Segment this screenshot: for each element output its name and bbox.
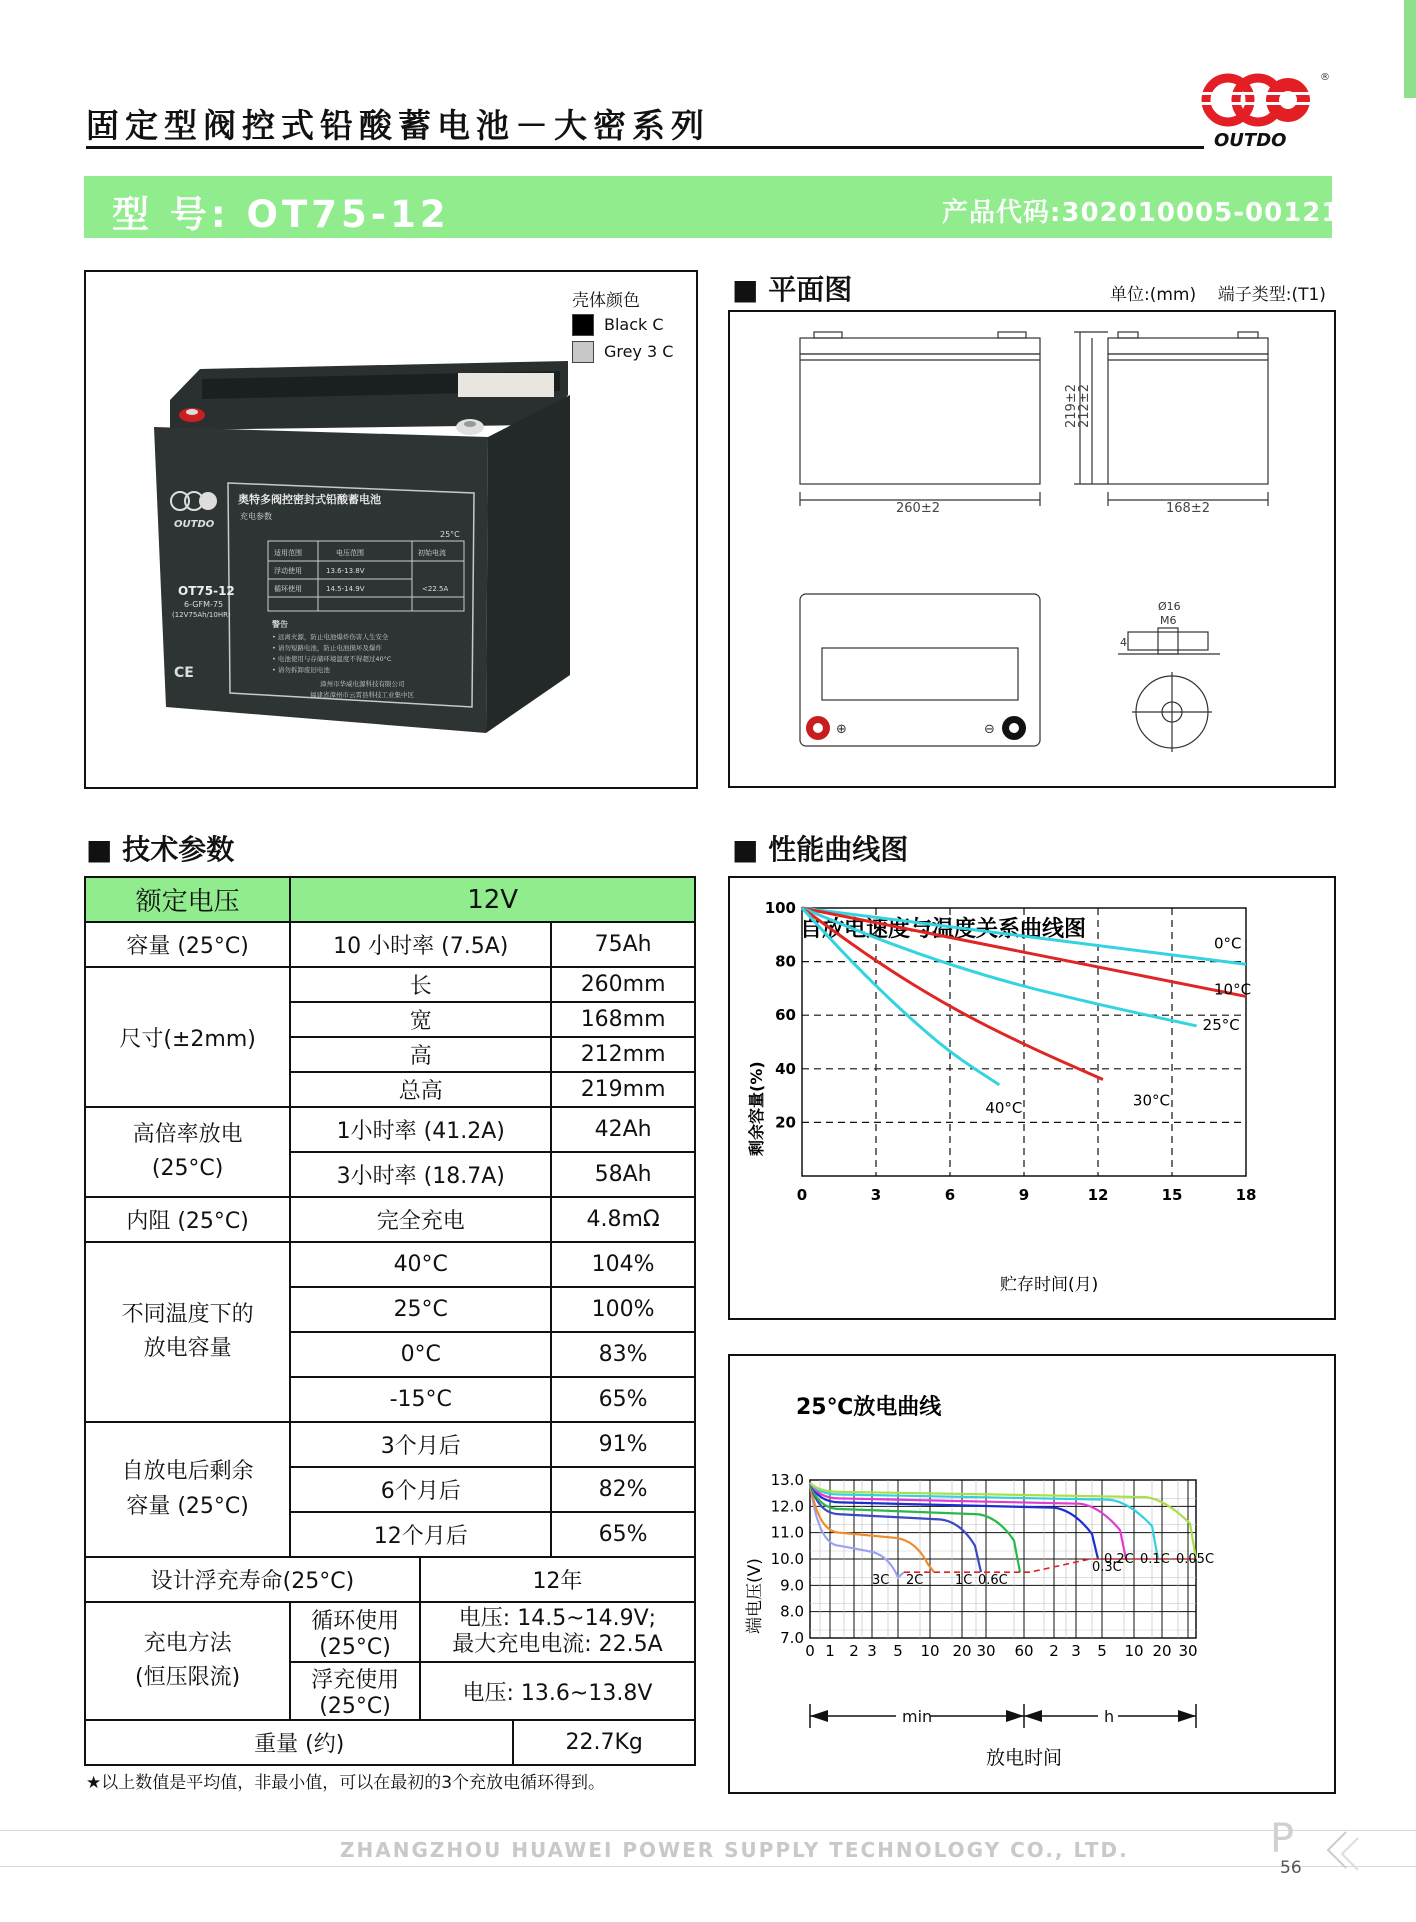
table-row <box>85 877 695 922</box>
chart2-xtick: 5 <box>1097 1642 1107 1660</box>
svg-text:(12V75Ah/10HR): (12V75Ah/10HR) <box>172 611 231 619</box>
chart1-series-label: 10°C <box>1214 980 1252 999</box>
dim-label: 尺寸(±2mm) <box>85 967 290 1107</box>
chart2-xtick: 5 <box>893 1642 903 1660</box>
dim-value: 168mm <box>551 1002 695 1037</box>
svg-text:循环使用: 循环使用 <box>274 585 302 593</box>
capacity-value: 75Ah <box>551 922 695 967</box>
chart1-series-label: 40°C <box>985 1098 1023 1117</box>
table-row <box>85 967 695 1002</box>
battery-temp: 25°C <box>440 530 460 539</box>
chart2-xtick: 3 <box>867 1642 877 1660</box>
svg-text:• 请勿短路电池，防止电池损坏及爆炸: • 请勿短路电池，防止电池损坏及爆炸 <box>272 644 382 652</box>
self-discharge-chart <box>730 878 1330 1314</box>
temp-key: 0°C <box>290 1332 551 1377</box>
chart2-unit-h: h <box>1104 1707 1115 1726</box>
chart2-xlabel: 放电时间 <box>986 1747 1063 1769</box>
chart1-series-label: 25°C <box>1202 1015 1240 1034</box>
battery-ce-mark: CE <box>174 665 194 681</box>
table-row <box>85 1602 695 1662</box>
chart2-series-label: 3C <box>872 1573 890 1589</box>
temp-key: -15°C <box>290 1377 551 1422</box>
cycle-value: 电压: 14.5~14.9V; 最大充电电流: 22.5A <box>420 1602 695 1662</box>
chart2-series-label: 2C <box>906 1573 924 1589</box>
rated-voltage-label: 额定电压 <box>85 877 290 922</box>
chart2-xtick: 2 <box>1049 1642 1059 1660</box>
battery-brand-text: 奥特多阀控密封式铅酸蓄电池 <box>238 493 381 506</box>
chart2-xtick: 3 <box>1071 1642 1081 1660</box>
page-letter: P <box>1270 1816 1295 1862</box>
dim-key: 宽 <box>290 1002 551 1037</box>
chart2-unit-min: min <box>902 1707 933 1726</box>
chart2-ytick: 10.0 <box>770 1550 804 1568</box>
table-row <box>85 1197 695 1242</box>
dim-total-height: 219±2 <box>1064 384 1079 428</box>
self-dis-key: 3个月后 <box>290 1422 551 1467</box>
dim-key: 总高 <box>290 1072 551 1107</box>
chart2-ytick: 13.0 <box>770 1471 804 1489</box>
footer-rule <box>0 1866 1416 1867</box>
table-row <box>85 1720 695 1765</box>
footnote: ★以上数值是平均值，非最小值，可以在最初的3个充放电循环得到。 <box>86 1773 606 1793</box>
chart2-series-label: 0.05C <box>1176 1552 1215 1567</box>
dim-width: 168±2 <box>1166 501 1210 516</box>
chart1-ytick: 80 <box>775 952 796 971</box>
chart1-xlabel: 贮存时间(月) <box>1000 1275 1099 1295</box>
table-row <box>85 1107 695 1152</box>
svg-text:• 请勿拆卸废旧电池: • 请勿拆卸废旧电池 <box>272 666 330 674</box>
chart2-xtick: 10 <box>1124 1642 1144 1660</box>
svg-text:• 电池使用与存储环境温度不得超过40°C: • 电池使用与存储环境温度不得超过40°C <box>272 655 392 663</box>
svg-text:浮动使用: 浮动使用 <box>274 567 302 575</box>
logo-text: OUTDO <box>1214 130 1287 151</box>
weight-value: 22.7Kg <box>513 1720 695 1765</box>
cycle-label: 循环使用 (25°C) <box>290 1602 420 1662</box>
svg-text:®: ® <box>1320 72 1330 83</box>
self-dis-key: 6个月后 <box>290 1467 551 1512</box>
float-label: 浮充使用 (25°C) <box>290 1662 420 1720</box>
temp-value: 83% <box>551 1332 695 1377</box>
chart2-xtick: 60 <box>1014 1642 1034 1660</box>
chart2-ytick: 9.0 <box>780 1576 804 1595</box>
battery-charge-title: 充电参数 <box>240 512 272 521</box>
svg-text:电压范围: 电压范围 <box>336 549 364 557</box>
terminal-height: 4 <box>1120 636 1127 649</box>
swatch-grey-label: Grey 3 C <box>604 342 674 361</box>
model-label: 型 号: OT75-12 <box>112 193 450 236</box>
capacity-rate: 10 小时率 (7.5A) <box>290 922 551 967</box>
chart2-xtick: 30 <box>1178 1642 1198 1660</box>
chart1-xtick: 3 <box>870 1186 882 1204</box>
table-row <box>85 922 695 967</box>
dim-key: 长 <box>290 967 551 1002</box>
temp-capacity-label: 不同温度下的 放电容量 <box>85 1242 290 1422</box>
chart1-title: 自放电速度与温度关系曲线图 <box>800 917 1087 942</box>
self-dis-value: 91% <box>551 1422 695 1467</box>
chart2-ytick: 8.0 <box>780 1602 804 1621</box>
unit-label: 单位:(mm) 端子类型:(T1) <box>1110 285 1326 305</box>
svg-text:警告: 警告 <box>272 620 288 629</box>
chart1-xtick: 0 <box>796 1186 808 1204</box>
bullet-square: ■ <box>732 833 769 866</box>
chart1-xtick: 9 <box>1018 1186 1030 1204</box>
svg-text:14.5-14.9V: 14.5-14.9V <box>326 585 365 593</box>
svg-text:初始电流: 初始电流 <box>418 549 446 557</box>
perf-section-title: ■ 性能曲线图 <box>732 833 909 866</box>
outdo-logo <box>1200 66 1328 152</box>
self-dis-value: 65% <box>551 1512 695 1557</box>
temp-value: 104% <box>551 1242 695 1287</box>
minus-symbol: ⊖ <box>984 722 995 737</box>
chart2-xtick: 10 <box>920 1642 940 1660</box>
chart1-xtick: 15 <box>1161 1186 1183 1204</box>
title-rule <box>86 146 1204 149</box>
rated-voltage-value: 12V <box>290 877 695 922</box>
spec-section-title: ■ 技术参数 <box>86 833 235 866</box>
high-rate-value: 58Ah <box>551 1152 695 1197</box>
dim-value: 219mm <box>551 1072 695 1107</box>
self-dis-value: 82% <box>551 1467 695 1512</box>
life-value: 12年 <box>420 1557 695 1602</box>
chart1-ytick: 60 <box>775 1006 796 1025</box>
table-row <box>85 1557 695 1602</box>
arrow-right-icon <box>1006 1710 1024 1722</box>
chart2-xtick: 1 <box>825 1642 835 1660</box>
chart2-xtick: 20 <box>952 1642 972 1660</box>
shell-color-label: 壳体颜色 <box>572 291 640 311</box>
chart1-series-label: 0°C <box>1214 934 1242 953</box>
terminal-diameter: Ø16 <box>1158 600 1181 613</box>
chart2-ytick: 11.0 <box>770 1523 804 1542</box>
dim-value: 212mm <box>551 1037 695 1072</box>
chart1-series-label: 30°C <box>1132 1091 1170 1110</box>
high-rate-key: 1小时率 (41.2A) <box>290 1107 551 1152</box>
weight-label: 重量 (约) <box>85 1720 513 1765</box>
page-number: 56 <box>1280 1858 1302 1878</box>
chart1-ytick: 100 <box>764 899 796 917</box>
high-rate-value: 42Ah <box>551 1107 695 1152</box>
chart1-ytick: 20 <box>775 1113 796 1132</box>
battery-image <box>140 355 580 755</box>
chart2-ylabel: 端电压(V) <box>745 1558 765 1634</box>
resistance-cond: 完全充电 <box>290 1197 551 1242</box>
arrow-left-icon <box>1024 1710 1042 1722</box>
temp-value: 65% <box>551 1377 695 1422</box>
table-row <box>85 1422 695 1467</box>
drawing-section-title: ■ 平面图 <box>732 273 853 306</box>
resistance-label: 内阻 (25°C) <box>85 1197 290 1242</box>
dim-value: 260mm <box>551 967 695 1002</box>
footer-company: ZHANGZHOU HUAWEI POWER SUPPLY TECHNOLOGY CO., LTD. <box>340 1838 1129 1862</box>
bullet-square: ■ <box>732 273 769 306</box>
page-title: 固定型阀控式铅酸蓄电池－大密系列 <box>86 106 710 145</box>
battery-logo-text: OUTDO <box>174 519 215 530</box>
arrow-left-icon <box>810 1710 828 1722</box>
svg-text:漳州市华威电源科技有限公司: 漳州市华威电源科技有限公司 <box>320 680 405 688</box>
chart1-xtick: 6 <box>944 1186 956 1204</box>
temp-value: 100% <box>551 1287 695 1332</box>
temp-key: 25°C <box>290 1287 551 1332</box>
chart2-xtick: 0 <box>805 1642 815 1660</box>
chart2-series-label: 1C <box>955 1573 973 1589</box>
product-code: 产品代码:302010005-00121 <box>942 198 1341 228</box>
high-rate-label: 高倍率放电 (25°C) <box>85 1107 290 1197</box>
table-row <box>85 1242 695 1287</box>
chart2-ytick: 7.0 <box>780 1629 804 1647</box>
chart1-xtick: 18 <box>1235 1186 1257 1204</box>
chart2-series-label: 0.3C <box>1092 1560 1122 1575</box>
chart2-ytick: 12.0 <box>770 1497 804 1516</box>
chart2-series-label: 0.2C <box>1104 1552 1134 1567</box>
plus-symbol: ⊕ <box>836 722 847 737</box>
technical-drawing <box>730 312 1330 782</box>
chart2-xtick: 20 <box>1152 1642 1172 1660</box>
chart2-xtick: 30 <box>976 1642 996 1660</box>
svg-text:福建省漳州市云霄县科技工业集中区: 福建省漳州市云霄县科技工业集中区 <box>310 691 414 699</box>
float-value: 电压: 13.6~13.8V <box>420 1662 695 1720</box>
battery-model: OT75-12 <box>178 584 235 598</box>
chart1-ytick: 40 <box>775 1059 796 1078</box>
chart2-series-label: 0.6C <box>978 1573 1008 1589</box>
dim-height: 212±2 <box>1077 384 1092 428</box>
chart2-title: 25℃放电曲线 <box>796 1395 942 1420</box>
chart2-xtick: 2 <box>849 1642 859 1660</box>
temp-key: 40°C <box>290 1242 551 1287</box>
bullet-square: ■ <box>86 833 123 866</box>
svg-text:适用范围: 适用范围 <box>274 549 302 557</box>
svg-text:6-GFM-75: 6-GFM-75 <box>184 600 224 609</box>
svg-text:13.6-13.8V: 13.6-13.8V <box>326 567 365 575</box>
dim-key: 高 <box>290 1037 551 1072</box>
capacity-label: 容量 (25°C) <box>85 922 290 967</box>
chevron-left-icon <box>1316 1826 1362 1880</box>
swatch-black-label: Black C <box>604 315 664 334</box>
self-discharge-label: 自放电后剩余 容量 (25°C) <box>85 1422 290 1557</box>
chart1-xtick: 12 <box>1087 1186 1109 1204</box>
charge-method-label: 充电方法 (恒压限流) <box>85 1602 290 1720</box>
terminal-thread: M6 <box>1160 614 1177 627</box>
self-dis-key: 12个月后 <box>290 1512 551 1557</box>
svg-text:• 远离火源，防止电池爆炸伤害人生安全: • 远离火源，防止电池爆炸伤害人生安全 <box>272 633 389 641</box>
svg-text:<22.5A: <22.5A <box>422 585 449 593</box>
life-label: 设计浮充寿命(25°C) <box>85 1557 420 1602</box>
high-rate-key: 3小时率 (18.7A) <box>290 1152 551 1197</box>
footer-rule <box>0 1830 1416 1831</box>
edge-accent-strip <box>1404 0 1416 98</box>
arrow-right-icon <box>1178 1710 1196 1722</box>
discharge-curve-chart <box>730 1356 1330 1788</box>
chart2-series-label: 0.1C <box>1140 1552 1170 1567</box>
dim-length: 260±2 <box>896 501 940 516</box>
chart1-ylabel: 剩余容量(%) <box>747 1061 766 1156</box>
swatch-black <box>572 314 594 336</box>
spec-table <box>84 876 696 1766</box>
resistance-value: 4.8mΩ <box>551 1197 695 1242</box>
